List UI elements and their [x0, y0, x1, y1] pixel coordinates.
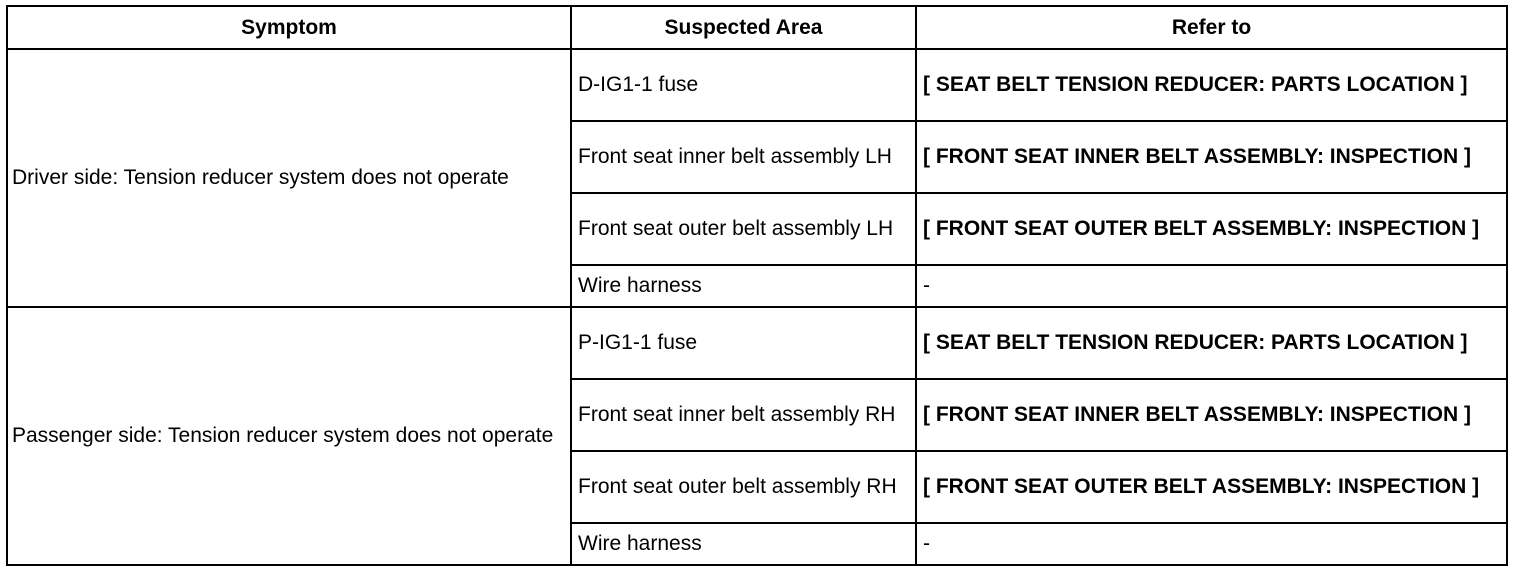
symptom-cell: Driver side: Tension reducer system does not operate — [7, 49, 571, 307]
table-row — [7, 307, 1507, 379]
suspected-area-cell: D-IG1-1 fuse — [571, 49, 916, 121]
refer-to-link[interactable]: [ FRONT SEAT OUTER BELT ASSEMBLY: INSPECTION ] — [916, 451, 1507, 523]
suspected-area-cell: Front seat inner belt assembly LH — [571, 121, 916, 193]
symptom-cell: Passenger side: Tension reducer system does not operate — [7, 307, 571, 565]
troubleshooting-table — [6, 5, 1508, 566]
header-suspected-area: Suspected Area — [571, 6, 916, 49]
header-symptom: Symptom — [7, 6, 571, 49]
refer-to-link[interactable]: [ SEAT BELT TENSION REDUCER: PARTS LOCATION ] — [916, 307, 1507, 379]
suspected-area-cell: Wire harness — [571, 523, 916, 565]
suspected-area-cell: P-IG1-1 fuse — [571, 307, 916, 379]
refer-to-link[interactable]: [ FRONT SEAT INNER BELT ASSEMBLY: INSPECTION ] — [916, 121, 1507, 193]
refer-to-link[interactable]: [ SEAT BELT TENSION REDUCER: PARTS LOCATION ] — [916, 49, 1507, 121]
suspected-area-cell: Front seat outer belt assembly RH — [571, 451, 916, 523]
refer-to-link[interactable]: [ FRONT SEAT OUTER BELT ASSEMBLY: INSPECTION ] — [916, 193, 1507, 265]
table-row — [7, 49, 1507, 121]
refer-to-cell: - — [916, 523, 1507, 565]
suspected-area-cell: Front seat inner belt assembly RH — [571, 379, 916, 451]
suspected-area-cell: Wire harness — [571, 265, 916, 307]
header-refer-to: Refer to — [916, 6, 1507, 49]
refer-to-link[interactable]: [ FRONT SEAT INNER BELT ASSEMBLY: INSPECTION ] — [916, 379, 1507, 451]
header-row — [7, 6, 1507, 49]
suspected-area-cell: Front seat outer belt assembly LH — [571, 193, 916, 265]
refer-to-cell: - — [916, 265, 1507, 307]
